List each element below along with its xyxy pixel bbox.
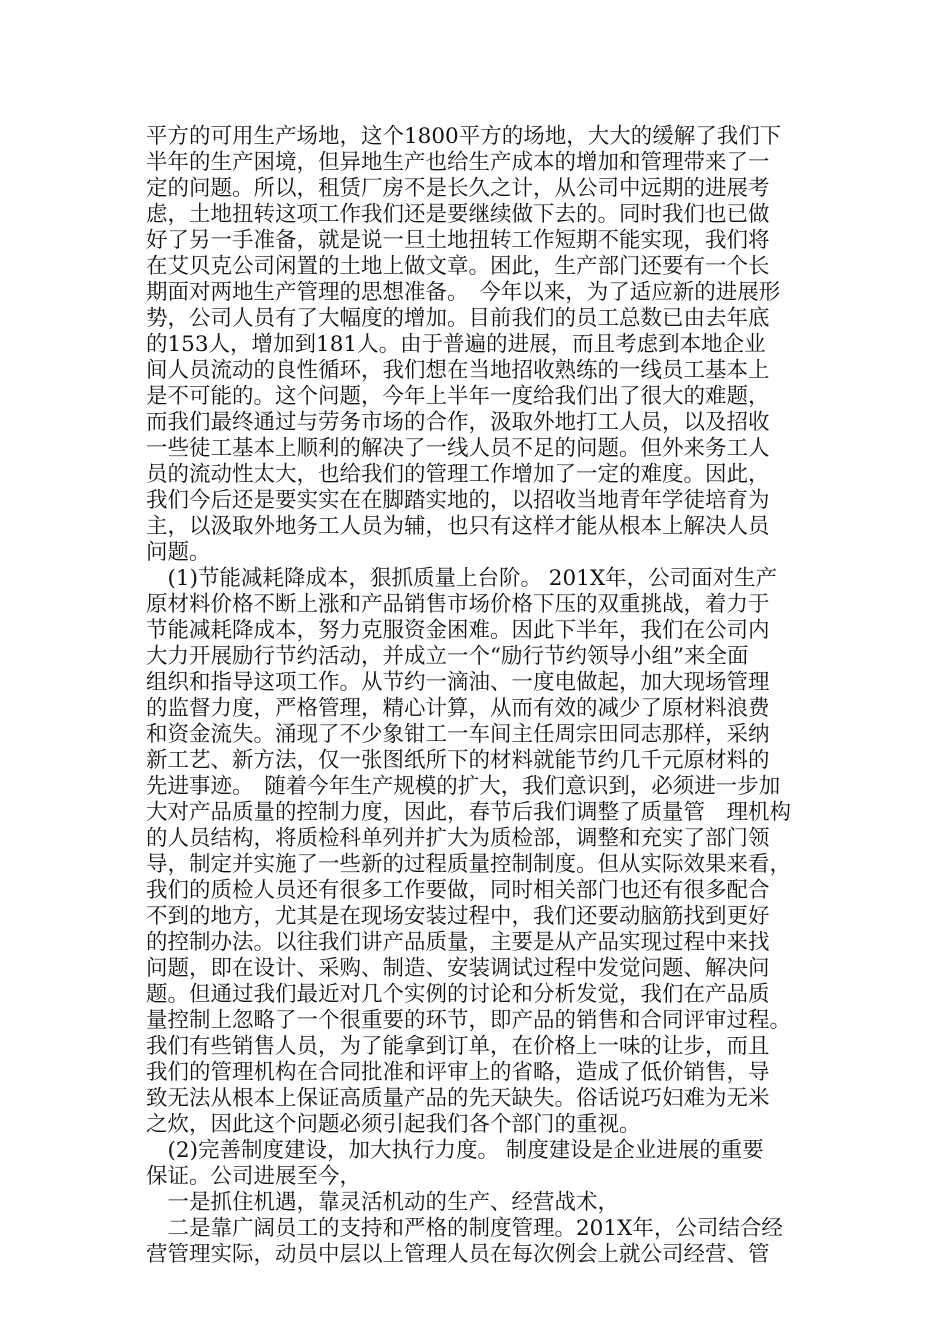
text-line: 在艾贝克公司闲置的土地上做文章。困此，生产部门还要有一个长 bbox=[146, 254, 770, 279]
text-line: 的控制办法。以往我们讲产品质量，主要是从产品实现过程中来找 bbox=[146, 930, 770, 955]
text-line: 组织和指导这项工作。从节约一滴油、一度电做起，加大现场管理 bbox=[146, 670, 770, 695]
text-line: 好了另一手准备，就是说一旦土地扭转工作短期不能实现，我们将 bbox=[146, 228, 770, 253]
text-line: 期面对两地生产管理的思想准备。 今年以来，为了适应新的进展形 bbox=[146, 280, 781, 305]
text-line: 势，公司人员有了大幅度的增加。目前我们的员工总数已由去年底 bbox=[146, 306, 770, 331]
text-line: 我们的质检人员还有很多工作要做，同时相关部门也还有很多配合 bbox=[146, 878, 770, 903]
text-line: 题。但通过我们最近对几个实例的讨论和分析发觉，我们在产品质 bbox=[146, 982, 770, 1007]
text-line: 和资金流失。涌现了不少象钳工一车间主任周宗田同志那样，采纳 bbox=[146, 722, 770, 747]
text-line: 之炊，因此这个问题必须引起我们各个部门的重视。 bbox=[146, 1112, 641, 1137]
text-line: 虑，土地扭转这项工作我们还是要继续做下去的。同时我们也已做 bbox=[146, 202, 770, 227]
text-line: 平方的可用生产场地，这个1800平方的场地，大大的缓解了我们下 bbox=[146, 124, 782, 149]
text-line: 节能减耗降成本，努力克服资金困难。因此下半年，我们在公司内 bbox=[146, 618, 770, 643]
text-line: 间人员流动的良性循环，我们想在当地招收熟练的一线员工基本上 bbox=[146, 358, 770, 383]
text-line: 营管理实际，动员中层以上管理人员在每次例会上就公司经营、管 bbox=[146, 1242, 770, 1267]
text-line: 新工艺、新方法，仅一张图纸所下的材料就能节约几千元原材料的 bbox=[146, 748, 770, 773]
text-line: 二是靠广阔员工的支持和严格的制度管理。201X年，公司结合经 bbox=[146, 1216, 783, 1241]
text-line: 量控制上忽略了一个很重要的环节，即产品的销售和合同评审过程。 bbox=[146, 1008, 792, 1033]
text-line: 我们的管理机构在合同批准和评审上的省略，造成了低价销售，导 bbox=[146, 1060, 770, 1085]
text-line: 原材料价格不断上涨和产品销售市场价格下压的双重挑战，着力于 bbox=[146, 592, 770, 617]
text-line: 我们有些销售人员，为了能拿到订单，在价格上一味的让步，而且 bbox=[146, 1034, 770, 1059]
text-line: (1)节能减耗降成本，狠抓质量上台阶。 201X年，公司面对生产 bbox=[146, 566, 778, 591]
text-line: 保证。公司进展至今， bbox=[146, 1164, 362, 1189]
text-line: 定的问题。所以，租赁厂房不是长久之计，从公司中远期的进展考 bbox=[146, 176, 770, 201]
text-line: (2)完善制度建设，加大执行力度。 制度建设是企业进展的重要 bbox=[146, 1138, 764, 1163]
text-line: 大对产品质量的控制力度，因此，春节后我们调整了质量管 理机构 bbox=[146, 800, 792, 825]
text-line: 大力开展励行节约活动，并成立一个“励行节约领导小组”来全面 bbox=[146, 644, 749, 669]
text-line: 的人员结构，将质检科单列并扩大为质检部，调整和充实了部门领 bbox=[146, 826, 770, 851]
text-line: 员的流动性太大，也给我们的管理工作增加了一定的难度。因此， bbox=[146, 462, 770, 487]
text-line: 致无法从根本上保证高质量产品的先天缺失。俗话说巧妇难为无米 bbox=[146, 1086, 770, 1111]
text-line: 不到的地方，尤其是在现场安装过程中，我们还要动脑筋找到更好 bbox=[146, 904, 770, 929]
text-line: 一些徒工基本上顺利的解决了一线人员不足的问题。但外来务工人 bbox=[146, 436, 770, 461]
text-line: 主，以汲取外地务工人员为辅，也只有这样才能从根本上解决人员 bbox=[146, 514, 770, 539]
document-body bbox=[146, 124, 808, 1268]
text-line: 的监督力度，严格管理，精心计算，从而有效的减少了原材料浪费 bbox=[146, 696, 770, 721]
text-line: 一是抓住机遇，靠灵活机动的生产、经营战术， bbox=[146, 1190, 620, 1215]
text-line: 而我们最终通过与劳务市场的合作，汲取外地打工人员，以及招收 bbox=[146, 410, 770, 435]
text-line: 问题，即在设计、采购、制造、安装调试过程中发觉问题、解决问 bbox=[146, 956, 770, 981]
text-line: 的153人，增加到181人。由于普遍的进展，而且考虑到本地企业 bbox=[146, 332, 766, 357]
text-line: 导，制定并实施了一些新的过程质量控制制度。但从实际效果来看， bbox=[146, 852, 792, 877]
text-line: 先进事迹。 随着今年生产规模的扩大，我们意识到，必须进一步加 bbox=[146, 774, 781, 799]
text-line: 我们今后还是要实实在在脚踏实地的，以招收当地青年学徒培育为 bbox=[146, 488, 770, 513]
text-line: 半年的生产困境，但异地生产也给生产成本的增加和管理带来了一 bbox=[146, 150, 770, 175]
text-line: 问题。 bbox=[146, 540, 211, 565]
text-line: 是不可能的。这个问题，今年上半年一度给我们出了很大的难题， bbox=[146, 384, 770, 409]
